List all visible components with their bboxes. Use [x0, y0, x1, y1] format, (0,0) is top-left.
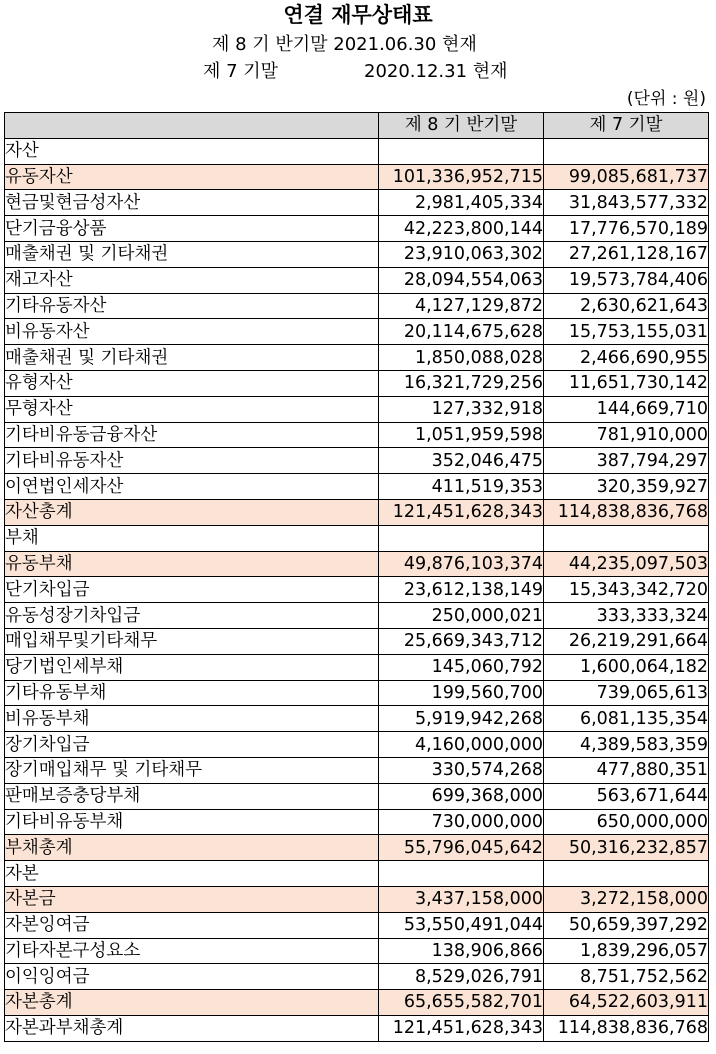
- row-label: 유동성장기차입금: [5, 603, 379, 629]
- row-label: 장기매입채무 및 기타채무: [5, 757, 379, 783]
- current-period-value: 121,451,628,343: [379, 499, 544, 525]
- current-period-value: 25,669,343,712: [379, 628, 544, 654]
- header-row: [5, 113, 709, 139]
- row-label: 이익잉여금: [5, 964, 379, 990]
- prior-period-value: 19,573,784,406: [544, 267, 709, 293]
- table-row: [5, 525, 709, 551]
- prior-period-value: 50,316,232,857: [544, 835, 709, 861]
- header-prior-period: 제 7 기말: [544, 113, 709, 139]
- row-label: 재고자산: [5, 267, 379, 293]
- table-row: [5, 370, 709, 396]
- period-prior-label: 제 7 기말: [203, 61, 279, 82]
- table-row: [5, 138, 709, 164]
- row-label: 기타비유동금융자산: [5, 422, 379, 448]
- current-period-value: 23,612,138,149: [379, 577, 544, 603]
- prior-period-value: 8,751,752,562: [544, 964, 709, 990]
- period-current-line: 제 8 기 반기말 2021.06.30 현재: [212, 34, 477, 55]
- table-row: [5, 216, 709, 242]
- prior-period-value: 2,630,621,643: [544, 293, 709, 319]
- table-row: [5, 964, 709, 990]
- prior-period-value: 50,659,397,292: [544, 912, 709, 938]
- prior-period-value: 31,843,577,332: [544, 190, 709, 216]
- row-label: 기타비유동부채: [5, 809, 379, 835]
- current-period-value: 4,160,000,000: [379, 732, 544, 758]
- header-current-period: 제 8 기 반기말: [379, 113, 544, 139]
- prior-period-value: 387,794,297: [544, 448, 709, 474]
- prior-period-value: 650,000,000: [544, 809, 709, 835]
- prior-period-value: 320,359,927: [544, 474, 709, 500]
- table-row: [5, 293, 709, 319]
- current-period-value: 42,223,800,144: [379, 216, 544, 242]
- table-row: [5, 396, 709, 422]
- prior-period-value: 114,838,836,768: [544, 499, 709, 525]
- unit-label: (단위 : 원): [626, 89, 706, 109]
- prior-period-value: 15,343,342,720: [544, 577, 709, 603]
- prior-period-value: 781,910,000: [544, 422, 709, 448]
- row-label: 단기차입금: [5, 577, 379, 603]
- row-label: 장기차입금: [5, 732, 379, 758]
- table-row: [5, 577, 709, 603]
- table-row: [5, 319, 709, 345]
- current-period-value: 730,000,000: [379, 809, 544, 835]
- prior-period-value: 2,466,690,955: [544, 345, 709, 371]
- current-period-value: 145,060,792: [379, 654, 544, 680]
- row-label: 자산총계: [5, 499, 379, 525]
- prior-period-value: 114,838,836,768: [544, 1015, 709, 1041]
- current-period-value: 352,046,475: [379, 448, 544, 474]
- prior-period-value: [544, 138, 709, 164]
- row-label: 자본잉여금: [5, 912, 379, 938]
- current-period-value: [379, 525, 544, 551]
- row-label: 비유동자산: [5, 319, 379, 345]
- current-period-value: 65,655,582,701: [379, 990, 544, 1016]
- current-period-value: 5,919,942,268: [379, 706, 544, 732]
- prior-period-value: 333,333,324: [544, 603, 709, 629]
- table-row: [5, 835, 709, 861]
- table-row: [5, 551, 709, 577]
- current-period-value: 250,000,021: [379, 603, 544, 629]
- prior-period-value: 4,389,583,359: [544, 732, 709, 758]
- current-period-value: 8,529,026,791: [379, 964, 544, 990]
- current-period-value: 49,876,103,374: [379, 551, 544, 577]
- table-row: [5, 603, 709, 629]
- current-period-value: 199,560,700: [379, 680, 544, 706]
- row-label: 무형자산: [5, 396, 379, 422]
- prior-period-value: 1,839,296,057: [544, 938, 709, 964]
- current-period-value: 55,796,045,642: [379, 835, 544, 861]
- prior-period-value: 26,219,291,664: [544, 628, 709, 654]
- table-row: [5, 680, 709, 706]
- row-label: 유동부채: [5, 551, 379, 577]
- table-row: [5, 267, 709, 293]
- prior-period-value: 477,880,351: [544, 757, 709, 783]
- row-label: 판매보증충당부채: [5, 783, 379, 809]
- table-row: [5, 345, 709, 371]
- prior-period-value: 11,651,730,142: [544, 370, 709, 396]
- table-row: [5, 938, 709, 964]
- row-label: 이연법인세자산: [5, 474, 379, 500]
- current-period-value: 28,094,554,063: [379, 267, 544, 293]
- current-period-value: [379, 861, 544, 887]
- current-period-value: 411,519,353: [379, 474, 544, 500]
- table-row: [5, 499, 709, 525]
- table-row: [5, 706, 709, 732]
- table-row: [5, 990, 709, 1016]
- row-label: 매입채무및기타채무: [5, 628, 379, 654]
- current-period-value: 330,574,268: [379, 757, 544, 783]
- table-row: [5, 861, 709, 887]
- table-row: [5, 422, 709, 448]
- row-label: 현금및현금성자산: [5, 190, 379, 216]
- row-label: 유형자산: [5, 370, 379, 396]
- row-label: 자본: [5, 861, 379, 887]
- period-prior-date: 2020.12.31 현재: [364, 61, 508, 82]
- prior-period-value: [544, 861, 709, 887]
- current-period-value: 121,451,628,343: [379, 1015, 544, 1041]
- prior-period-value: 1,600,064,182: [544, 654, 709, 680]
- row-label: 기타자본구성요소: [5, 938, 379, 964]
- row-label: 자본금: [5, 886, 379, 912]
- table-row: [5, 628, 709, 654]
- row-label: 매출채권 및 기타채권: [5, 241, 379, 267]
- row-label: 유동자산: [5, 164, 379, 190]
- prior-period-value: 64,522,603,911: [544, 990, 709, 1016]
- row-label: 자산: [5, 138, 379, 164]
- header-label-cell: [5, 113, 379, 139]
- row-label: 매출채권 및 기타채권: [5, 345, 379, 371]
- table-row: [5, 474, 709, 500]
- table-row: [5, 448, 709, 474]
- statement-title: 연결 재무상태표: [283, 3, 433, 27]
- balance-sheet-table: [4, 112, 709, 1042]
- row-label: 부채총계: [5, 835, 379, 861]
- table-row: [5, 241, 709, 267]
- table-row: [5, 164, 709, 190]
- prior-period-value: 17,776,570,189: [544, 216, 709, 242]
- current-period-value: 127,332,918: [379, 396, 544, 422]
- current-period-value: [379, 138, 544, 164]
- table-row: [5, 809, 709, 835]
- table-row: [5, 190, 709, 216]
- table-row: [5, 783, 709, 809]
- row-label: 부채: [5, 525, 379, 551]
- row-label: 비유동부채: [5, 706, 379, 732]
- row-label: 기타비유동자산: [5, 448, 379, 474]
- prior-period-value: 739,065,613: [544, 680, 709, 706]
- prior-period-value: 15,753,155,031: [544, 319, 709, 345]
- row-label: 기타유동부채: [5, 680, 379, 706]
- row-label: 자본과부채총계: [5, 1015, 379, 1041]
- prior-period-value: [544, 525, 709, 551]
- current-period-value: 3,437,158,000: [379, 886, 544, 912]
- table-row: [5, 732, 709, 758]
- prior-period-value: 3,272,158,000: [544, 886, 709, 912]
- table-row: [5, 1015, 709, 1041]
- row-label: 자본총계: [5, 990, 379, 1016]
- table-row: [5, 757, 709, 783]
- current-period-value: 23,910,063,302: [379, 241, 544, 267]
- current-period-value: 1,051,959,598: [379, 422, 544, 448]
- prior-period-value: 27,261,128,167: [544, 241, 709, 267]
- row-label: 당기법인세부채: [5, 654, 379, 680]
- current-period-value: 699,368,000: [379, 783, 544, 809]
- current-period-value: 138,906,866: [379, 938, 544, 964]
- prior-period-value: 144,669,710: [544, 396, 709, 422]
- current-period-value: 1,850,088,028: [379, 345, 544, 371]
- current-period-value: 101,336,952,715: [379, 164, 544, 190]
- current-period-value: 16,321,729,256: [379, 370, 544, 396]
- row-label: 기타유동자산: [5, 293, 379, 319]
- prior-period-value: 563,671,644: [544, 783, 709, 809]
- current-period-value: 20,114,675,628: [379, 319, 544, 345]
- prior-period-value: 44,235,097,503: [544, 551, 709, 577]
- row-label: 단기금융상품: [5, 216, 379, 242]
- current-period-value: 4,127,129,872: [379, 293, 544, 319]
- table-row: [5, 912, 709, 938]
- table-row: [5, 654, 709, 680]
- prior-period-value: 99,085,681,737: [544, 164, 709, 190]
- table-row: [5, 886, 709, 912]
- current-period-value: 2,981,405,334: [379, 190, 544, 216]
- current-period-value: 53,550,491,044: [379, 912, 544, 938]
- prior-period-value: 6,081,135,354: [544, 706, 709, 732]
